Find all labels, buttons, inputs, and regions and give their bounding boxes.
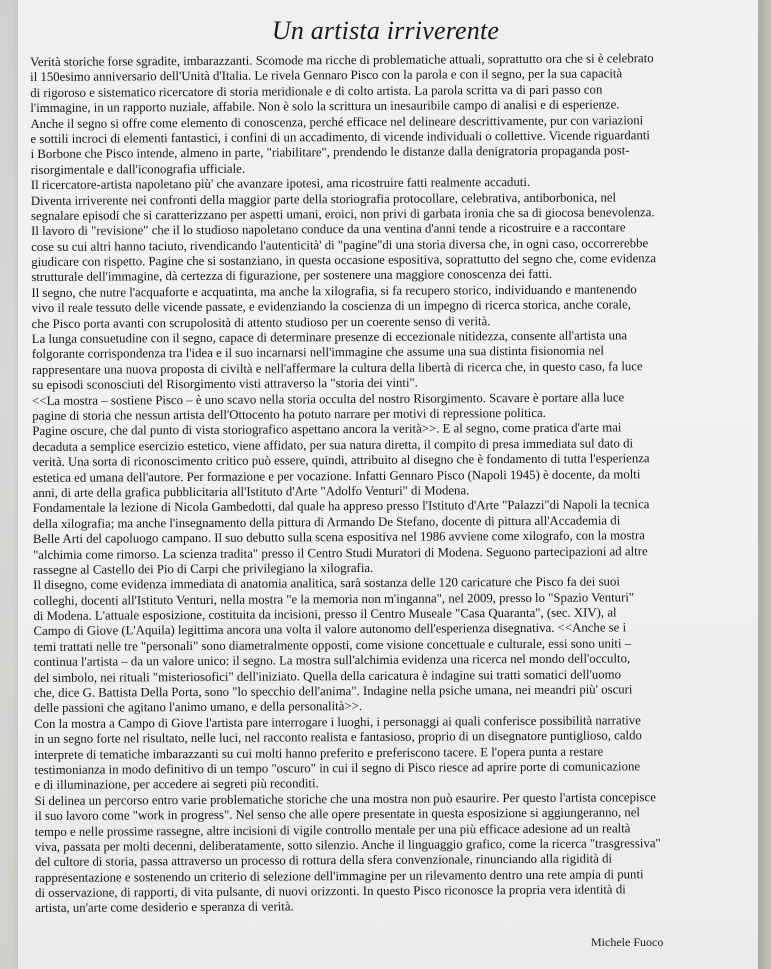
article-body — [30, 51, 762, 917]
article-line: Il segno, che nutre l'acquaforte e acquatinta, ma anche la xilografia, si fa recupero storico, individuando e mantenendo — [31, 282, 637, 300]
article-line: continua l'artista – da un valore unico: il segno. La mostra sull'alchimia evidenza una ricerca nel mondo dell'occulto, — [33, 651, 631, 670]
article-line: La lunga consuetudine con il segno, capace di determinare presenze di eccezionale nitidezza, consente all'artista una — [31, 328, 628, 347]
article-line: colleghi, docenti all'Istituto Venturi, nella mostra "e la memoria non m'inganna", nel 2009, presso lo "Spazio Venturi" — [33, 589, 635, 608]
article-line: della xilografia; ma anche l'insegnamento della pittura di Armando De Stefano, docente di pittura all'Accademia di — [32, 513, 621, 531]
article-line: Fondamentale la lezione di Nicola Gambedotti, dal quale ha appreso presso l'Istituto d'Arte "Palazzi"di Napoli la tecnica — [32, 497, 650, 516]
article-line: Il lavoro di "revisione" che il lo studioso napoletano conduce da una ventina d'anni tende a ricostruire e a raccontare — [31, 220, 626, 239]
article-line: Con la mostra a Campo di Giove l'artista pare interrogare i luoghi, i personaggi ai quali conferisce possibilità narrative — [34, 713, 641, 731]
article-line: viva, passata per molti decenni, deliberatamente, sotto silenzio. Anche il linguaggio grafico, come la ricerca "trasgressiva" — [34, 836, 661, 854]
article-line: Il ricercatore-artista napoletano più' che avanzare ipotesi, ama ricostruire fatti realmente accaduti. — [30, 175, 531, 193]
article-title: Un artista irriverente — [271, 16, 500, 45]
article-line: Pagine oscure, che dal punto di vista storiografico aspettano ancora la verità>>. E al segno, come pratica d'arte mai — [32, 420, 622, 439]
article-line: anni, di arte della grafica pubblicitaria all'Istituto d'Arte "Adolfo Venturi" di Modena. — [32, 483, 470, 500]
article-line: Il disegno, come evidenza immediata di anatomia analitica, sarà sostanza delle 120 caricature che Pisco fa dei suoi — [33, 574, 620, 593]
article-line: temi trattati nelle tre "personali" sono diametralmente opposti, come visione concettuale e culturale, essi sono uniti – — [33, 636, 632, 654]
article-line: Anche il segno si offre come elemento di conoscenza, perché efficace nel delineare descrittivamente, pur con variazioni — [30, 112, 644, 131]
article-line: e di illuminazione, per accedere ai segreti più reconditi. — [34, 776, 319, 793]
article-line: estetica ed umana dell'autore. Per formazione e per vocazione. Infatti Gennaro Pisco (Napoli 1945) è docente, da molti — [32, 466, 641, 485]
article-line: pagine di storia che nessun artista dell'Ottocento ha potuto narrare per motivi di repressione politica. — [32, 405, 546, 423]
article-line: Campo di Giove (L'Aquila) legittima ancora una volta il valore autonomo dell'esperienza disegnativa. <<Anche se i — [33, 620, 627, 639]
article-line: artista, un'arte come desiderio e speranza di verità. — [35, 899, 294, 916]
article-line: l'immagine, in un rapporto nuziale, affabile. Non è solo la scrittura un inesauribile campo di analisi e di esperienze. — [30, 97, 620, 116]
article-line: rassegne al Castello dei Pio di Carpi che privilegiano la xilografia. — [33, 560, 374, 577]
article-line: Si delinea un percorso entro varie problematiche storiche che una mostra non può esaurire. Per questo l'artista concepisce — [34, 789, 656, 808]
article-line: tempo e nelle prossime rassegne, altre incisioni di vigile controllo mentale per una più efficace adesione ad un realtà — [34, 820, 631, 839]
article-line: di Modena. L'attuale esposizione, costituita da incisioni, presso il Centro Museale "Casa Quaranta", (sec. XIV), al — [33, 605, 617, 624]
article-line: di osservazione, di rapporti, di vita pulsante, di nuovi orizzonti. In questo Pisco riconosce la propria vera identità di — [35, 882, 626, 901]
article-line: rappresentazione e sostenendo un criterio di selezione dell'immagine per un rilevamento dentro una rete ampia di punti — [34, 866, 644, 885]
article-line: "alchimia come rimorso. La scienza tradita" presso il Centro Studi Muratori di Modena. Seguono partecipazioni ad altre — [33, 543, 648, 562]
article-line: il 150esimo anniversario dell'Unità d'Italia. Le rivela Gennaro Pisco con la parola e con il segno, per la sua capacità — [30, 66, 623, 85]
article-line: che Pisco porta avanti con scrupolosità di attento studioso per un coerente senso di verità. — [31, 313, 491, 331]
article-line: giudicare con rispetto. Pagine che si sostanziano, in questa occasione espositiva, soprattutto del segno che, come evidenza — [31, 251, 657, 270]
article-line: del simbolo, nei rituali "misteriosofici" dell'iniziato. Quella della caricatura è indagine sui tratti somatici dell'uomo — [33, 667, 622, 685]
article-line: strutturale dell'immagine, dà certezza di figurazione, per sostenere una maggiore conoscenza dei fatti. — [31, 267, 553, 285]
article-line: folgorante corrispondenza tra l'idea e il suo incarnarsi nell'immagine che assume una sua distinta fisionomia nel — [31, 343, 604, 362]
article-line: risorgimentale e dall'iconografia ufficiale. — [30, 161, 246, 177]
article-line: interprete di tematiche imbarazzanti su cui molti hanno preferito e preferiscono tacere. E l'opera punta a restare — [34, 744, 604, 762]
article-line: Belle Arti del capoluogo campano. Il suo debutto sulla scena espositiva nel 1986 avviene come xilografo, con la mostra — [32, 528, 645, 547]
article-line: in un segno forte nel risultato, nelle luci, nel racconto realista e fantasioso, proprio di un disegnatore puntiglioso, caldo — [34, 728, 642, 747]
article-line: decaduta a semplice esercizio estetico, viene affidato, per sua natura diretta, il compito di presa immediata sul dato di — [32, 436, 634, 454]
article-line: che, dice G. Battista Della Porta, sono "lo specchio dell'anima". Indagine nella psiche umana, nei meandri più' oscuri — [33, 682, 633, 701]
article-line: Verità storiche forse sgradite, imbarazzanti. Scomode ma ricche di problematiche attuali, soprattutto ora che si è celebrato — [30, 51, 654, 69]
article-line: Diventa irriverente nei confronti della maggior parte della storiografia protocollare, celebrativa, antiborbonica, nel — [30, 189, 617, 208]
author-signature: Michele Fuoco — [591, 935, 664, 949]
article-line: di rigoroso e sistematico ricercatore di storia meridionale e di colto artista. La parola scritta va di pari passo con — [30, 82, 603, 100]
article-line: i Borbone che Pisco intende, almeno in parte, "riabilitare", prendendo le distanze dalla denigratoria propaganda post- — [30, 143, 630, 162]
article-line: testimonianza in modo definitivo di un tempo "oscuro" in cui il segno di Pisco riesce ad aprire porte di comunicazione — [34, 759, 641, 777]
article-line: vivo il reale tessuto delle vicende passate, e evidenziando la coscienza di un impegno di ricerca storica, anche corale, — [31, 297, 632, 316]
article-line: segnalare episodi che si caratterizzano per aspetti umani, eroici, non privi di garbata ironia che sa di giocosa benevolenza. — [30, 205, 655, 223]
article-line: cose su cui altri hanno taciuto, rivendicando l'autenticità' di "pagine"di una storia diversa che, in ogni caso, occorrerebbe — [31, 235, 649, 254]
article-line: del cultore di storia, passa attraverso un processo di rottura della sfera convenzionale, rinunciando alla rigidità di — [34, 851, 613, 870]
article-line: delle passioni che agitano l'animo umano, e della personalità>>. — [33, 699, 363, 716]
article-line: e sottili incroci di elementi fantastici, i confini di un accadimento, di vicende individuali o collettive. Vicende riguardanti — [30, 128, 651, 146]
article-line: il suo lavoro come "work in progress". Nel senso che alle opere presentate in questa esposizione si aggiungeranno, nel — [34, 805, 641, 824]
article-line: <<La mostra – sostiene Pisco – è uno scavo nella storia occulta del nostro Risorgimento. Scavare è portare alla luce — [32, 389, 625, 408]
article-line: su episodi sconosciuti del Risorgimento visti attraverso la "storia dei vinti". — [31, 375, 418, 393]
article-line: verità. Una sorta di riconoscimento critico può essere, quindi, attribuito al disegno che è fondamento di tutta l'esperienza — [32, 451, 650, 470]
article-line: rappresentare una nuova proposta di civiltà e nell'affermare la cultura della libertà di ricerca che, in questo caso, fa luce — [31, 359, 643, 377]
